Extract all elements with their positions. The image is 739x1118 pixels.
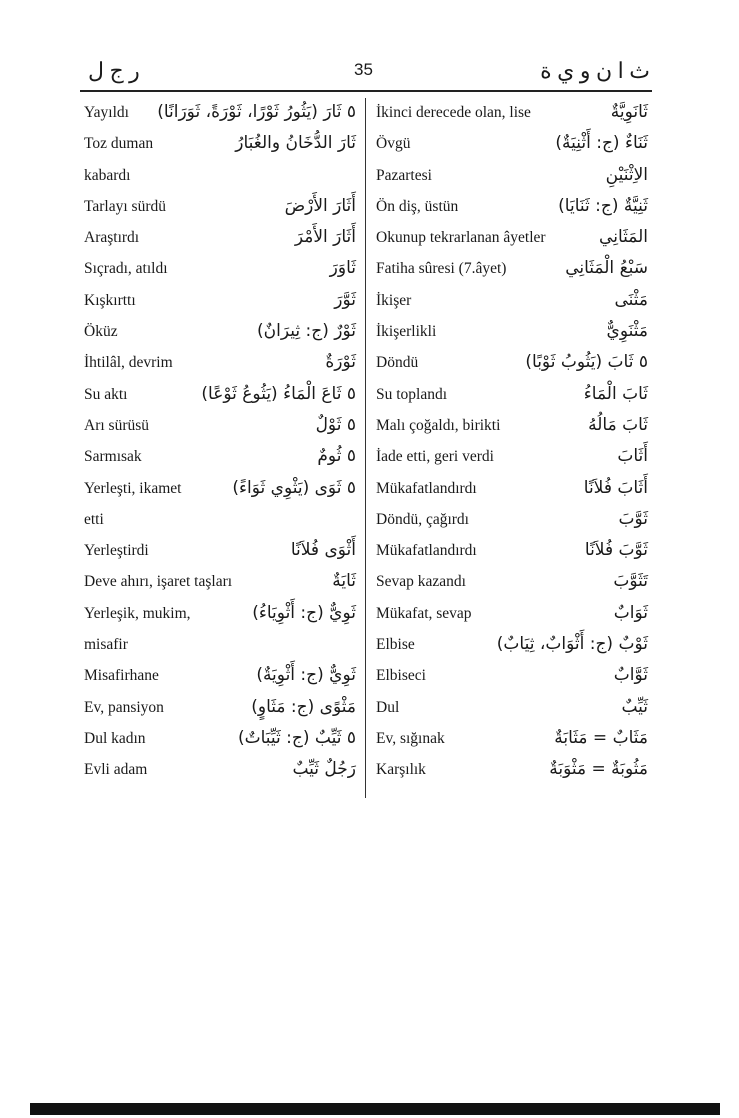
arabic-term: ثَوَّرَ — [334, 289, 356, 310]
header-root-left: ر ج ل — [88, 58, 140, 83]
turkish-meaning: İkinci derecede olan, lise — [376, 104, 531, 121]
arabic-term: أَثَابَ فُلاَنًا — [583, 477, 648, 498]
dictionary-entry — [84, 347, 356, 378]
page-number: 35 — [354, 60, 373, 79]
dictionary-entry — [376, 97, 648, 128]
dictionary-entry — [376, 692, 648, 723]
arabic-term: أَثَارَ الأَمْرَ — [294, 227, 356, 248]
turkish-meaning: Elbise — [376, 636, 415, 654]
dictionary-entry — [84, 253, 356, 284]
dictionary-entry — [376, 160, 648, 191]
arabic-term: أَثْوَى فُلاَنًا — [290, 540, 356, 561]
arabic-term: مَثْوًى (ج: مَثَاوٍ) — [251, 696, 356, 717]
dictionary-entry — [376, 128, 648, 159]
turkish-meaning: Mükafat, sevap — [376, 604, 472, 622]
arabic-term: ٥ ثَوْلٌ — [315, 414, 356, 435]
arabic-term: ثَابَ الْمَاءُ — [583, 383, 648, 404]
turkish-meaning: İkişerlikli — [376, 323, 437, 341]
arabic-term: مَثَابٌ = مَثَابَةٌ — [554, 727, 648, 748]
dictionary-entry — [376, 723, 648, 754]
turkish-meaning: Su aktı — [84, 385, 128, 403]
dictionary-entry — [376, 535, 648, 566]
arabic-term: مَثْنَوِيٌّ — [606, 321, 648, 342]
left-column — [84, 97, 356, 786]
turkish-meaning: Dul kadın — [84, 729, 146, 747]
turkish-meaning: misafir — [84, 636, 128, 654]
dictionary-entry — [376, 566, 648, 597]
arabic-term: ثَيِّبٌ — [621, 696, 648, 717]
arabic-term: ثَوَّابٌ — [613, 665, 648, 686]
right-column — [376, 97, 648, 786]
arabic-term: ثَوَابٌ — [613, 602, 648, 623]
dictionary-entry — [84, 441, 356, 472]
page-header — [80, 58, 650, 88]
arabic-term: ٥ ثَاعَ الْمَاءُ (يَثُوعُ ثَوْعًا) — [201, 383, 356, 404]
arabic-term: ثَايَةٌ — [332, 571, 356, 592]
arabic-term: ثَوْرَةٌ — [325, 352, 356, 373]
dictionary-entry — [376, 191, 648, 222]
turkish-meaning: Dul — [376, 698, 400, 716]
dictionary-entry — [84, 629, 356, 660]
turkish-meaning: Övgü — [376, 135, 411, 153]
dictionary-entry — [84, 754, 356, 785]
arabic-term: رَجُلٌ ثَيِّبٌ — [292, 759, 356, 780]
arabic-term: ٥ ثَابَ (يَثُوبُ ثَوْبًا) — [525, 352, 648, 373]
turkish-meaning: Tarlayı sürdü — [84, 197, 166, 215]
arabic-term: ثَنَاءٌ (ج: أَثْنِيَةٌ) — [555, 133, 648, 154]
turkish-meaning: Toz duman — [84, 135, 154, 153]
turkish-meaning: Ev, sığınak — [376, 729, 445, 747]
turkish-meaning: Sıçradı, atıldı — [84, 260, 168, 278]
arabic-term: أَثَارَ الأَرْضَ — [284, 195, 356, 216]
arabic-term: ثَوَّبَ — [618, 508, 648, 529]
dictionary-entry — [84, 97, 356, 128]
turkish-meaning: Mükafatlandırdı — [376, 542, 477, 560]
arabic-term: ثَوِيٌّ (ج: أَثْوِيَةٌ) — [256, 665, 356, 686]
dictionary-entry — [376, 222, 648, 253]
turkish-meaning: Öküz — [84, 323, 118, 341]
dictionary-entry — [376, 504, 648, 535]
dictionary-entry — [376, 598, 648, 629]
dictionary-entry — [84, 473, 356, 504]
dictionary-entry — [84, 504, 356, 535]
dictionary-entry — [84, 723, 356, 754]
dictionary-entry — [376, 285, 648, 316]
dictionary-entry — [84, 379, 356, 410]
arabic-term: ثَابَ مَالُهُ — [588, 414, 648, 435]
dictionary-entry — [84, 566, 356, 597]
turkish-meaning: Ön diş, üstün — [376, 197, 459, 215]
dictionary-entry — [376, 473, 648, 504]
dictionary-entry — [376, 410, 648, 441]
dictionary-entry — [84, 222, 356, 253]
arabic-term: ثَانَوِيَّةٌ — [610, 102, 648, 122]
column-divider — [365, 98, 366, 798]
turkish-meaning: Malı çoğaldı, birikti — [376, 416, 501, 434]
dictionary-entry — [84, 598, 356, 629]
dictionary-entry — [84, 160, 356, 191]
turkish-meaning: İade etti, geri verdi — [376, 448, 494, 466]
turkish-meaning: Evli adam — [84, 761, 148, 779]
arabic-term: ثَوَّبَ فُلاَنًا — [584, 540, 648, 561]
dictionary-entry — [376, 347, 648, 378]
arabic-term: ثَوْرٌ (ج: ثِيرَانٌ) — [257, 321, 356, 342]
arabic-term: ثَوْبٌ (ج: أَثْوَابٌ، ثِيَابٌ) — [496, 634, 648, 655]
turkish-meaning: Döndü — [376, 354, 419, 372]
arabic-term: ثَاوَرَ — [329, 258, 356, 279]
arabic-term: المَثَانِي — [599, 227, 648, 248]
turkish-meaning: etti — [84, 510, 104, 528]
turkish-meaning: İhtilâl, devrim — [84, 354, 173, 372]
arabic-term: ٥ ثَيِّبٌ (ج: ثَيِّبَاتٌ) — [237, 727, 356, 748]
turkish-meaning: Ev, pansiyon — [84, 698, 164, 716]
arabic-term: الاِثْنَيْنِ — [605, 164, 648, 185]
turkish-meaning: Mükafatlandırdı — [376, 479, 477, 497]
dictionary-entry — [84, 285, 356, 316]
arabic-term: ثَارَ الدُّخَانُ والغُبَارُ — [235, 133, 356, 154]
turkish-meaning: Yayıldı — [84, 104, 129, 121]
arabic-term: سَبْعُ الْمَثَانِي — [565, 258, 648, 279]
arabic-term: مَثْنَى — [614, 289, 648, 310]
arabic-term: أَثَابَ — [617, 446, 648, 467]
dictionary-entry — [376, 660, 648, 691]
arabic-term: ثَوِيٌّ (ج: أَثْوِيَاءُ) — [252, 602, 356, 623]
turkish-meaning: Yerleştirdi — [84, 542, 149, 560]
header-root-right: ث ا ن و ي ة — [540, 58, 650, 83]
dictionary-entry — [376, 441, 648, 472]
turkish-meaning: Karşılık — [376, 761, 426, 779]
turkish-meaning: Okunup tekrarlanan âyetler — [376, 229, 546, 247]
turkish-meaning: Misafirhane — [84, 667, 159, 685]
arabic-term: ٥ ثَارَ (يَثُورُ ثَوْرًا، ثَوْرَةً، ثَوَرَانًا) — [157, 102, 356, 122]
dictionary-entry — [376, 629, 648, 660]
turkish-meaning: Pazartesi — [376, 166, 432, 184]
turkish-meaning: Döndü, çağırdı — [376, 510, 469, 528]
dictionary-entry — [84, 128, 356, 159]
turkish-meaning: Arı sürüsü — [84, 416, 150, 434]
arabic-term: تَثَوَّبَ — [613, 571, 648, 592]
arabic-term: ثَنِيَّةٌ (ج: ثَنَايَا) — [558, 195, 648, 216]
turkish-meaning: Su toplandı — [376, 385, 448, 403]
turkish-meaning: Sarmısak — [84, 448, 142, 466]
turkish-meaning: İkişer — [376, 291, 412, 309]
dictionary-entry — [376, 253, 648, 284]
dictionary-entry — [84, 410, 356, 441]
turkish-meaning: kabardı — [84, 166, 131, 184]
turkish-meaning: Sevap kazandı — [376, 573, 466, 591]
turkish-meaning: Yerleşti, ikamet — [84, 479, 182, 497]
turkish-meaning: Araştırdı — [84, 229, 140, 247]
bottom-scan-bar — [30, 1103, 720, 1115]
turkish-meaning: Kışkırttı — [84, 291, 136, 309]
turkish-meaning: Deve ahırı, işaret taşları — [84, 573, 233, 591]
arabic-term: ٥ ثُومٌ — [317, 446, 356, 467]
dictionary-entry — [84, 191, 356, 222]
header-divider — [80, 90, 652, 92]
dictionary-entry — [84, 535, 356, 566]
dictionary-entry — [84, 660, 356, 691]
dictionary-entry — [84, 692, 356, 723]
turkish-meaning: Elbiseci — [376, 667, 426, 685]
dictionary-entry — [84, 316, 356, 347]
arabic-term: مَثُوبَةٌ = مَثْوَبَةٌ — [549, 759, 648, 780]
turkish-meaning: Fatiha sûresi (7.âyet) — [376, 260, 507, 278]
dictionary-entry — [376, 754, 648, 785]
turkish-meaning: Yerleşik, mukim, — [84, 604, 191, 622]
arabic-term: ٥ ثَوَى (يَثْوِي ثَوَاءً) — [232, 477, 356, 498]
dictionary-entry — [376, 379, 648, 410]
dictionary-entry — [376, 316, 648, 347]
